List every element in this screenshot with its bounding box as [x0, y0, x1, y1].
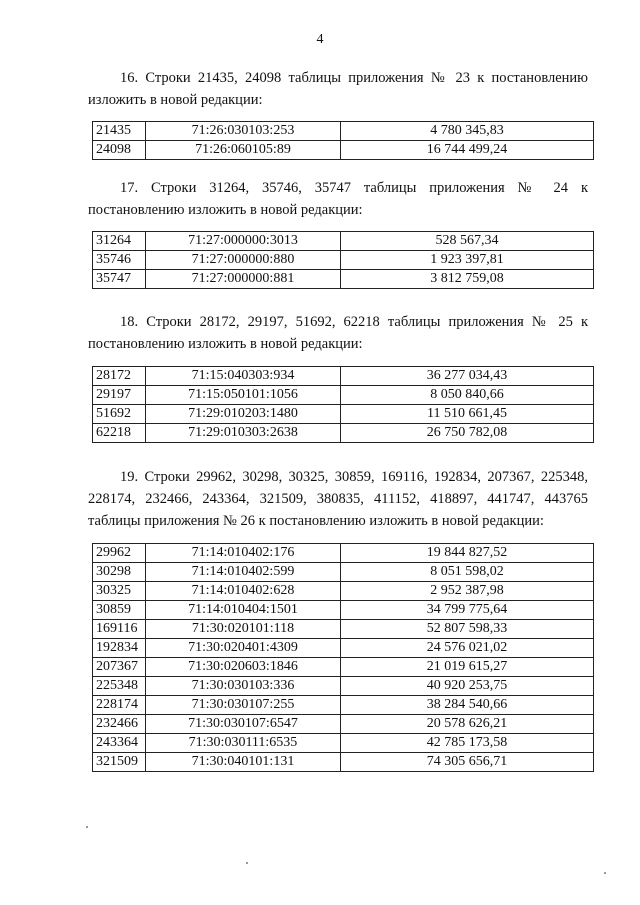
- cadastral-value-cell: 16 744 499,24: [341, 141, 594, 160]
- cadastral-value-cell: 11 510 661,45: [341, 405, 594, 424]
- cadastral-value-cell: 20 578 626,21: [341, 715, 594, 734]
- row-number-cell: 29962: [93, 544, 146, 563]
- cadastral-number-cell: 71:30:030103:336: [146, 677, 341, 696]
- row-number-cell: 30325: [93, 582, 146, 601]
- cadastral-number-cell: 71:30:030107:255: [146, 696, 341, 715]
- cadastral-value-cell: 42 785 173,58: [341, 734, 594, 753]
- row-number-cell: 31264: [93, 232, 146, 251]
- cadastral-value-cell: 19 844 827,52: [341, 544, 594, 563]
- paragraph-text: 19. Строки 29962, 30298, 30325, 30859, 169116, 192834, 207367, 225348, 228174, 232466, 243364, 321509, 380835, 411152, 418897, 441747, 443765 таблицы приложения № 26 к постановлению изложить в новой редакции:: [88, 469, 588, 529]
- cadastral-number-cell: 71:30:030111:6535: [146, 734, 341, 753]
- page-number: 4: [316, 32, 324, 47]
- cadastral-value-cell: 52 807 598,33: [341, 620, 594, 639]
- row-number-cell: 21435: [93, 122, 146, 141]
- table-row: [93, 753, 594, 772]
- paragraph-text: 16. Строки 21435, 24098 таблицы приложения № 23 к постановлению изложить в новой редакции:: [88, 70, 588, 108]
- cadastral-number-cell: 71:30:020101:118: [146, 620, 341, 639]
- cadastral-number-cell: 71:14:010402:176: [146, 544, 341, 563]
- row-number-cell: 321509: [93, 753, 146, 772]
- table-row: [93, 582, 594, 601]
- paragraph-text: 18. Строки 28172, 29197, 51692, 62218 таблицы приложения № 25 к постановлению изложить в новой редакции:: [88, 314, 588, 352]
- row-number-cell: 35746: [93, 251, 146, 270]
- paragraph-text: 17. Строки 31264, 35746, 35747 таблицы приложения № 24 к постановлению изложить в новой редакции:: [88, 180, 588, 218]
- cadastral-value-cell: 8 050 840,66: [341, 386, 594, 405]
- table-row: [93, 734, 594, 753]
- cadastral-number-cell: 71:26:060105:89: [146, 141, 341, 160]
- row-number-cell: 28172: [93, 367, 146, 386]
- table-row: [93, 405, 594, 424]
- table-row: [93, 677, 594, 696]
- cadastral-number-cell: 71:15:040303:934: [146, 367, 341, 386]
- table-17: [92, 231, 594, 289]
- cadastral-value-cell: 8 051 598,02: [341, 563, 594, 582]
- table-row: [93, 141, 594, 160]
- table-row: [93, 544, 594, 563]
- cadastral-number-cell: 71:30:020603:1846: [146, 658, 341, 677]
- cadastral-value-cell: 528 567,34: [341, 232, 594, 251]
- table-19: [92, 543, 594, 772]
- row-number-cell: 35747: [93, 270, 146, 289]
- row-number-cell: 228174: [93, 696, 146, 715]
- cadastral-number-cell: 71:30:030107:6547: [146, 715, 341, 734]
- row-number-cell: 243364: [93, 734, 146, 753]
- cadastral-value-cell: 38 284 540,66: [341, 696, 594, 715]
- table-row: [93, 658, 594, 677]
- row-number-cell: 30298: [93, 563, 146, 582]
- cadastral-number-cell: 71:29:010203:1480: [146, 405, 341, 424]
- cadastral-number-cell: 71:27:000000:3013: [146, 232, 341, 251]
- cadastral-number-cell: 71:30:020401:4309: [146, 639, 341, 658]
- cadastral-value-cell: 3 812 759,08: [341, 270, 594, 289]
- table-row: [93, 424, 594, 443]
- table-row: [93, 232, 594, 251]
- table-row: [93, 251, 594, 270]
- cadastral-value-cell: 21 019 615,27: [341, 658, 594, 677]
- paragraph-19: [88, 466, 588, 532]
- row-number-cell: 51692: [93, 405, 146, 424]
- cadastral-number-cell: 71:14:010402:599: [146, 563, 341, 582]
- cadastral-number-cell: 71:27:000000:880: [146, 251, 341, 270]
- cadastral-value-cell: 34 799 775,64: [341, 601, 594, 620]
- table-row: [93, 270, 594, 289]
- scan-speck: [604, 872, 606, 874]
- row-number-cell: 192834: [93, 639, 146, 658]
- cadastral-number-cell: 71:14:010402:628: [146, 582, 341, 601]
- table-row: [93, 639, 594, 658]
- cadastral-value-cell: 1 923 397,81: [341, 251, 594, 270]
- table-row: [93, 601, 594, 620]
- cadastral-value-cell: 74 305 656,71: [341, 753, 594, 772]
- scan-speck: [246, 862, 248, 864]
- cadastral-value-cell: 36 277 034,43: [341, 367, 594, 386]
- cadastral-number-cell: 71:15:050101:1056: [146, 386, 341, 405]
- table-row: [93, 122, 594, 141]
- table-row: [93, 620, 594, 639]
- table-18: [92, 366, 594, 443]
- paragraph-16: [88, 67, 588, 111]
- cadastral-number-cell: 71:27:000000:881: [146, 270, 341, 289]
- row-number-cell: 30859: [93, 601, 146, 620]
- cadastral-value-cell: 26 750 782,08: [341, 424, 594, 443]
- table-row: [93, 563, 594, 582]
- cadastral-value-cell: 40 920 253,75: [341, 677, 594, 696]
- row-number-cell: 232466: [93, 715, 146, 734]
- row-number-cell: 24098: [93, 141, 146, 160]
- table-16: [92, 121, 594, 160]
- table-row: [93, 386, 594, 405]
- cadastral-value-cell: 24 576 021,02: [341, 639, 594, 658]
- table-row: [93, 367, 594, 386]
- paragraph-17: [88, 177, 588, 221]
- row-number-cell: 29197: [93, 386, 146, 405]
- cadastral-value-cell: 2 952 387,98: [341, 582, 594, 601]
- row-number-cell: 225348: [93, 677, 146, 696]
- scan-speck: [86, 826, 88, 828]
- table-row: [93, 715, 594, 734]
- cadastral-number-cell: 71:30:040101:131: [146, 753, 341, 772]
- table-row: [93, 696, 594, 715]
- cadastral-number-cell: 71:29:010303:2638: [146, 424, 341, 443]
- cadastral-value-cell: 4 780 345,83: [341, 122, 594, 141]
- cadastral-number-cell: 71:26:030103:253: [146, 122, 341, 141]
- paragraph-18: [88, 311, 588, 355]
- cadastral-number-cell: 71:14:010404:1501: [146, 601, 341, 620]
- row-number-cell: 207367: [93, 658, 146, 677]
- row-number-cell: 169116: [93, 620, 146, 639]
- row-number-cell: 62218: [93, 424, 146, 443]
